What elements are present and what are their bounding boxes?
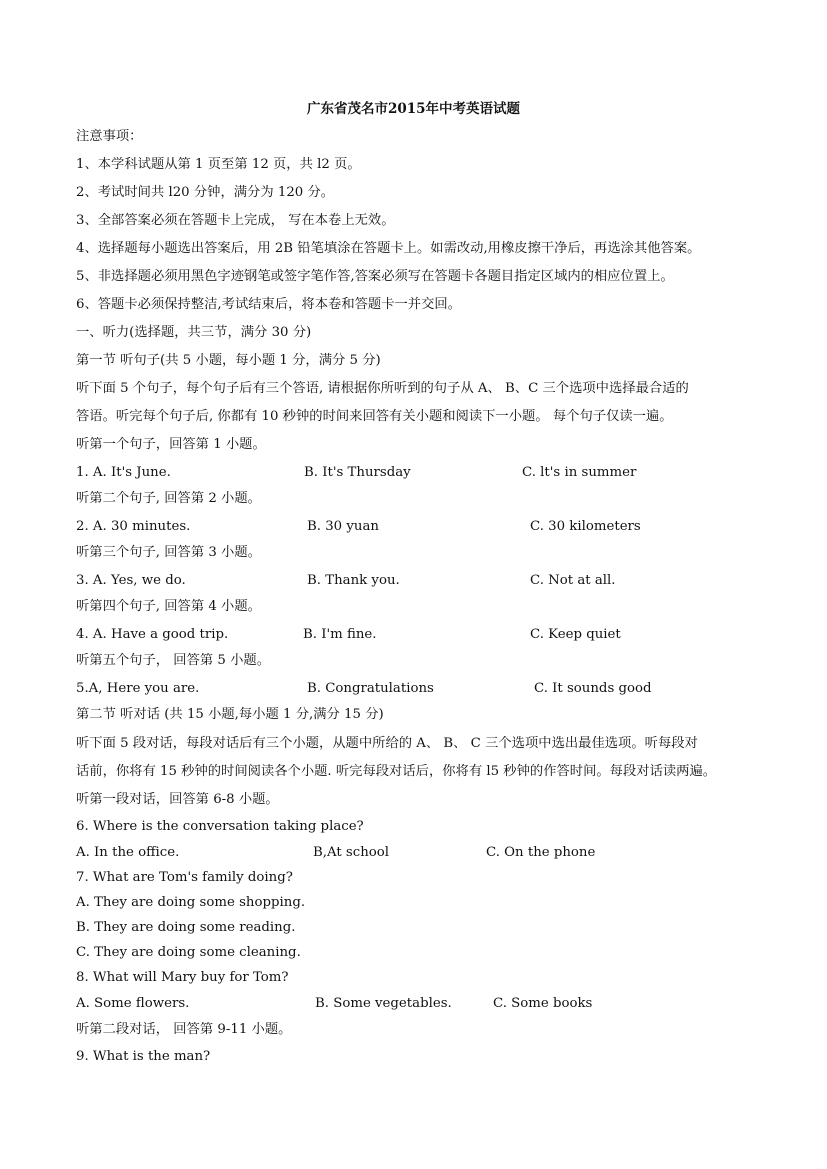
notice-item: 6、答题卡必须保持整洁,考试结束后，将本卷和答题卡一并交回。 [76, 297, 461, 312]
option-c: C. Some books [493, 996, 593, 1011]
question-prompt: 听第五个句子， 回答第 5 小题。 [76, 653, 270, 668]
section1-instruction: 听下面 5 个句子，每个句子后有三个答语, 请根据你所听到的句子从 A、 B、C 三个选项中选择最合适的 [76, 381, 689, 396]
option-a: 4. A. Have a good trip. [76, 627, 229, 642]
option-c: C. On the phone [486, 845, 596, 860]
page-title: 广东省茂名市2015年中考英语试题 [306, 101, 521, 117]
notice-item: 5、非选择题必须用黑色字迹钢笔或签字笔作答,答案必须写在答题卡各题目指定区域内的相应位置上。 [76, 269, 674, 284]
option-a: 3. A. Yes, we do. [76, 573, 186, 588]
option-a: A. They are doing some shopping. [76, 895, 306, 910]
option-b: B,At school [313, 845, 390, 860]
option-a: A. In the office. [76, 845, 180, 860]
section1-instruction: 答语。听完每个句子后, 你都有 10 秒钟的时间来回答有关小题和阅读下一小题。 每个句子仅读一遍。 [76, 409, 673, 424]
question-text: 6. Where is the conversation taking place? [76, 819, 364, 834]
section1-heading: 第一节 听句子(共 5 小题，每小题 1 分，满分 5 分) [76, 353, 381, 368]
option-c: C. Not at all. [530, 573, 616, 588]
dialogue-prompt: 听第一段对话，回答第 6-8 小题。 [76, 792, 279, 807]
question-prompt: 听第四个句子, 回答第 4 小题。 [76, 599, 261, 614]
option-b: B. I'm fine. [303, 627, 377, 642]
question-text: 9. What is the man? [76, 1049, 211, 1064]
section2-heading: 第二节 听对话 (共 15 小题,每小题 1 分,满分 15 分) [76, 707, 384, 722]
option-c: C. It sounds good [534, 681, 652, 696]
option-b: B. Thank you. [307, 573, 400, 588]
question-text: 7. What are Tom's family doing? [76, 870, 293, 885]
option-a: 2. A. 30 minutes. [76, 519, 191, 534]
option-b: B. 30 yuan [307, 519, 379, 534]
notice-heading: 注意事项： [76, 129, 143, 144]
option-c: C. Keep quiet [530, 627, 621, 642]
question-prompt: 听第一个句子，回答第 1 小题。 [76, 437, 266, 452]
dialogue-prompt: 听第二段对话， 回答第 9-11 小题。 [76, 1022, 292, 1037]
option-b: B. It's Thursday [304, 465, 411, 480]
section2-instruction: 话前，你将有 15 秒钟的时间阅读各个小题. 听完每段对话后，你将有 l5 秒钟的作答时间。每段对话读两遍。 [76, 764, 717, 779]
question-prompt: 听第二个句子, 回答第 2 小题。 [76, 491, 261, 506]
notice-item: 2、考试时间共 l20 分钟，满分为 120 分。 [76, 185, 335, 200]
option-c: C. 30 kilometers [530, 519, 641, 534]
option-a: A. Some flowers. [76, 996, 190, 1011]
option-b: B. Congratulations [307, 681, 434, 696]
notice-item: 3、全部答案必须在答题卡上完成， 写在本卷上无效。 [76, 213, 395, 228]
part1-heading: 一、听力(选择题，共三节，满分 30 分) [76, 325, 312, 340]
notice-item: 4、选择题每小题选出答案后，用 2B 铅笔填涂在答题卡上。如需改动,用橡皮擦干净后，再选涂其他答案。 [76, 241, 701, 256]
option-a: 1. A. It's June. [76, 465, 171, 480]
option-c: C. They are doing some cleaning. [76, 945, 301, 960]
section2-instruction: 听下面 5 段对话，每段对话后有三个小题，从题中所给的 A、 B、 C 三个选项中选出最佳选项。听每段对 [76, 736, 698, 751]
option-b: B. Some vegetables. [315, 996, 452, 1011]
option-a: 5.A, Here you are. [76, 681, 200, 696]
question-prompt: 听第三个句子, 回答第 3 小题。 [76, 545, 261, 560]
option-b: B. They are doing some reading. [76, 920, 296, 935]
question-text: 8. What will Mary buy for Tom? [76, 970, 289, 985]
option-c: C. lt's in summer [522, 465, 637, 480]
notice-item: 1、本学科试题从第 1 页至第 12 页，共 l2 页。 [76, 157, 361, 172]
